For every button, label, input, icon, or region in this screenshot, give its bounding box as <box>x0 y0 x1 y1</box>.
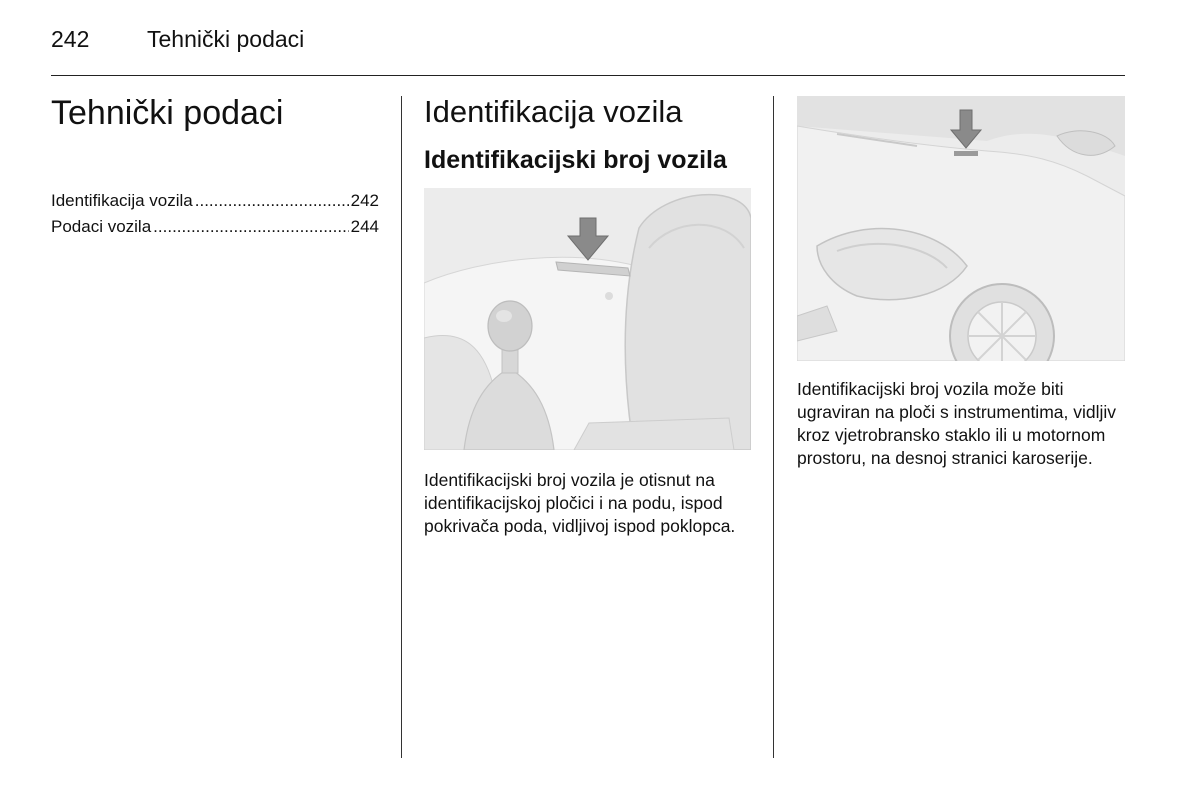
toc-entry[interactable] <box>51 214 379 240</box>
running-title: Tehnički podaci <box>147 26 305 52</box>
toc-entry[interactable] <box>51 188 379 214</box>
toc-entry-page: 242 <box>350 191 379 210</box>
table-of-contents <box>51 188 379 240</box>
column-divider-left <box>401 96 402 758</box>
subsection-title: Identifikacijski broj vozila <box>424 146 727 174</box>
toc-leader <box>195 188 349 214</box>
floor-vin-description: Identifikacijski broj vozila je otisnut na identifikacijskoj pločici i na podu, ispod pokrivača poda, vidljivoj ispod poklopca. <box>424 470 736 536</box>
chapter-title: Tehnički podaci <box>51 94 284 132</box>
windshield-vin-figure <box>797 96 1125 361</box>
header-rule <box>51 75 1125 76</box>
toc-entry-label: Identifikacija vozila <box>51 191 193 210</box>
windshield-vin-description: Identifikacijski broj vozila može biti ugraviran na ploči s instrumentima, vidljiv kroz vjetrobransko staklo ili u motornom prostoru, na desnoj stranici karoserije. <box>797 379 1117 468</box>
section-title: Identifikacija vozila <box>424 94 683 129</box>
page-number: 242 <box>51 26 90 52</box>
toc-leader <box>153 214 348 240</box>
column-divider-right <box>773 96 774 758</box>
floor-vin-illustration <box>424 188 751 450</box>
toc-entry-page: 244 <box>350 217 379 236</box>
toc-entry-label: Podaci vozila <box>51 217 152 236</box>
floor-vin-figure <box>424 188 751 450</box>
windshield-vin-illustration <box>797 96 1125 361</box>
